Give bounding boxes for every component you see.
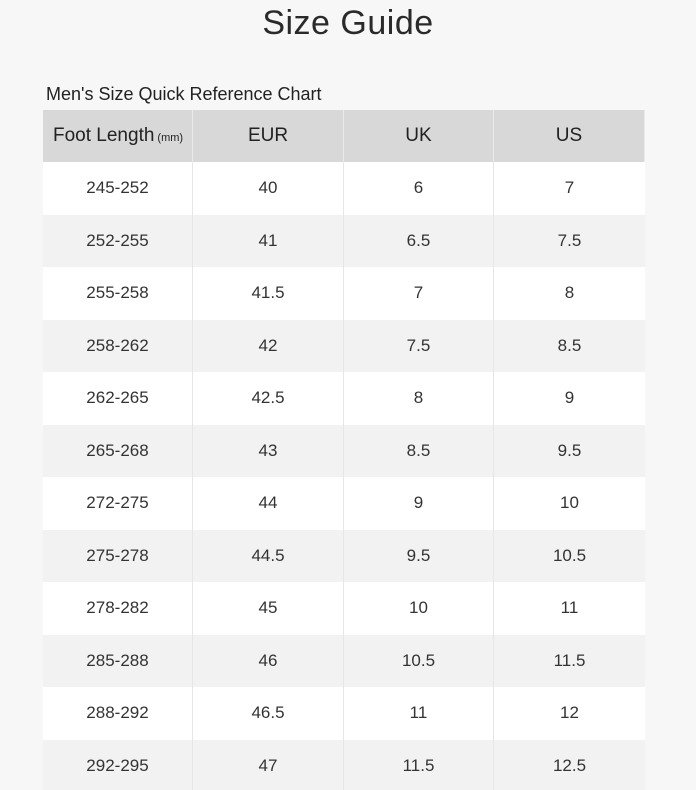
eur-cell: 42.5 xyxy=(193,372,344,425)
us-cell: 7 xyxy=(564,178,575,198)
table-body xyxy=(43,162,645,790)
us-cell: 9.5 xyxy=(557,440,582,460)
eur-cell: 47 xyxy=(193,740,344,790)
foot-length-cell: 288-292 xyxy=(43,687,193,740)
eur-cell: 41 xyxy=(193,215,344,268)
table-header-row xyxy=(43,110,645,162)
uk-cell: 7 xyxy=(344,267,494,320)
uk-cell: 10.5 xyxy=(344,635,494,688)
us-cell: 8.5 xyxy=(557,335,582,355)
foot-length-cell: 262-265 xyxy=(43,372,193,425)
eur-cell: 43 xyxy=(193,425,344,478)
foot-length-cell: 265-268 xyxy=(43,425,193,478)
uk-cell: 9.5 xyxy=(344,530,494,583)
us-cell: 9 xyxy=(564,388,575,408)
header-eur: EUR xyxy=(193,110,344,162)
uk-cell: 11 xyxy=(344,687,494,740)
foot-length-cell: 275-278 xyxy=(43,530,193,583)
uk-cell: 6.5 xyxy=(344,215,494,268)
size-table xyxy=(43,110,645,790)
us-cell: 8 xyxy=(564,283,575,303)
table-row xyxy=(43,740,645,790)
uk-cell: 10 xyxy=(344,582,494,635)
us-cell: 12 xyxy=(560,703,579,723)
foot-length-cell: 255-258 xyxy=(43,267,193,320)
table-row xyxy=(43,687,645,740)
uk-cell: 8.5 xyxy=(344,425,494,478)
uk-cell: 9 xyxy=(344,477,494,530)
table-row xyxy=(43,162,645,215)
foot-length-cell: 252-255 xyxy=(43,215,193,268)
table-row xyxy=(43,477,645,530)
us-cell: 11.5 xyxy=(553,650,586,670)
us-cell: 10.5 xyxy=(552,545,587,565)
foot-length-cell: 278-282 xyxy=(43,582,193,635)
eur-cell: 46 xyxy=(193,635,344,688)
eur-cell: 44.5 xyxy=(193,530,344,583)
us-cell: 12.5 xyxy=(552,755,587,775)
table-row xyxy=(43,320,645,373)
table-row xyxy=(43,425,645,478)
table-row xyxy=(43,372,645,425)
header-foot-length xyxy=(43,110,193,162)
eur-cell: 45 xyxy=(193,582,344,635)
table-row xyxy=(43,267,645,320)
header-foot-length-label: Foot Length xyxy=(53,125,155,146)
uk-cell: 11.5 xyxy=(344,740,494,790)
foot-length-cell: 292-295 xyxy=(43,740,193,790)
table-row xyxy=(43,215,645,268)
eur-cell: 42 xyxy=(193,320,344,373)
eur-cell: 46.5 xyxy=(193,687,344,740)
uk-cell: 6 xyxy=(344,162,494,215)
table-row xyxy=(43,582,645,635)
foot-length-cell: 258-262 xyxy=(43,320,193,373)
header-foot-length-unit: (mm) xyxy=(157,131,184,144)
page-title: Size Guide xyxy=(262,4,434,42)
header-us: US xyxy=(494,110,645,162)
foot-length-cell: 285-288 xyxy=(43,635,193,688)
uk-cell: 8 xyxy=(344,372,494,425)
us-cell: 7.5 xyxy=(557,230,582,250)
foot-length-cell: 272-275 xyxy=(43,477,193,530)
us-cell: 10 xyxy=(560,493,579,513)
table-row xyxy=(43,635,645,688)
eur-cell: 40 xyxy=(193,162,344,215)
chart-subtitle: Men's Size Quick Reference Chart xyxy=(46,84,322,104)
eur-cell: 44 xyxy=(193,477,344,530)
table-row xyxy=(43,530,645,583)
foot-length-cell: 245-252 xyxy=(43,162,193,215)
eur-cell: 41.5 xyxy=(193,267,344,320)
header-uk: UK xyxy=(344,110,494,162)
us-cell: 11 xyxy=(560,598,579,618)
uk-cell: 7.5 xyxy=(344,320,494,373)
